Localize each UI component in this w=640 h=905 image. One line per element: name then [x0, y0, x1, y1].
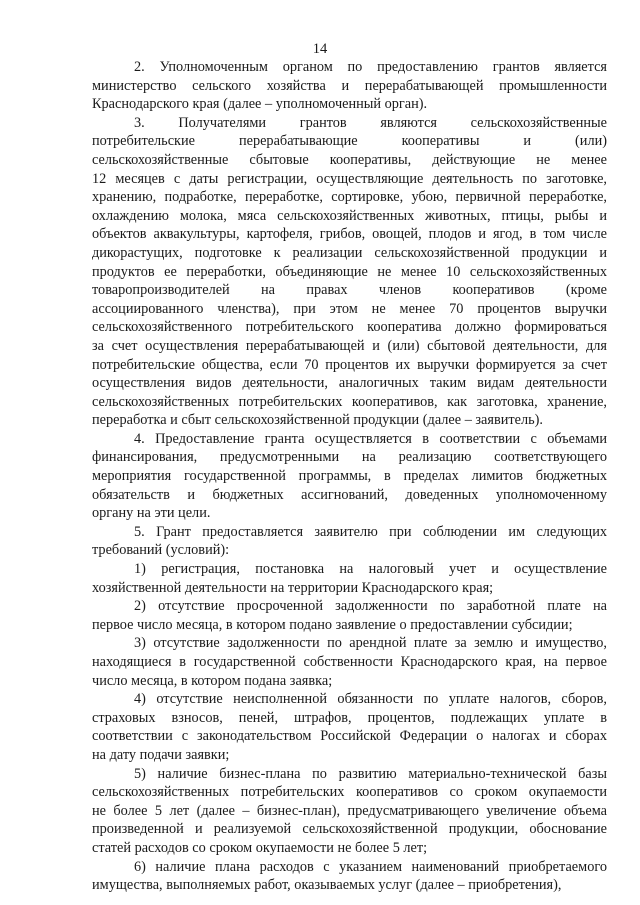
text-line: число месяца, в котором подана заявка;: [92, 672, 333, 689]
text-line: ассоциированного членства), при этом не менее 70 процентов выручки: [92, 300, 607, 317]
text-line: за счет осуществления перерабатывающей и (или) сбытовой деятельности, для: [92, 337, 607, 354]
text-line: произведенной и реализуемой сельскохозяйственной продукции, обоснование: [92, 821, 607, 838]
text-line: финансирования, предусмотренными на реализацию соответствующего: [92, 449, 607, 466]
text-line: охлаждению молока, мяса сельскохозяйственных животных, птицы, рыбы и: [92, 207, 607, 224]
text-line: потребительские перерабатывающие кооперативы и (или): [92, 133, 607, 150]
text-line: 4. Предоставление гранта осуществляется в соответствии с объемами: [134, 430, 607, 447]
text-line: 6) наличие плана расходов с указанием наименований приобретаемого: [134, 858, 607, 875]
text-line: статей расходов со сроком окупаемости не более 5 лет;: [92, 839, 428, 856]
text-line: на дату подачи заявки;: [92, 746, 230, 763]
text-line: хозяйственной деятельности на территории Краснодарского края;: [92, 579, 494, 596]
text-line: первое число месяца, в котором подано заявление о предоставлении субсидии;: [92, 616, 573, 633]
text-line: сельскохозяйственных потребительских кооперативов, как заготовка, хранение,: [92, 393, 607, 410]
text-line: 3. Получателями грантов являются сельскохозяйственные: [134, 114, 607, 131]
text-line: соответствии с законодательством Российской Федерации о налогах и сборах: [92, 728, 607, 745]
text-line: потребительские общества, если 70 процентов их выручки формируется за счет: [92, 356, 607, 373]
text-line: хранению, подработке, переработке, сортировке, убою, первичной переработке,: [92, 189, 607, 206]
text-line: сельскохозяйственных потребительских кооперативов со сроком окупаемости: [92, 784, 607, 801]
text-line: 5. Грант предоставляется заявителю при соблюдении им следующих: [134, 523, 607, 540]
paragraph-p3: [92, 114, 607, 430]
text-line: Краснодарского края (далее – уполномоченный орган).: [92, 96, 428, 113]
text-line: товаропроизводителей на правах членов кооперативов (кроме: [92, 282, 607, 299]
text-line: 12 месяцев с даты регистрации, осуществляющие деятельность по заготовке,: [92, 170, 607, 187]
paragraph-p5_4: [92, 690, 607, 764]
document-body: [92, 58, 607, 895]
paragraph-p5_5: [92, 765, 607, 858]
text-line: сельскохозяйственные сбытовые кооперативы, действующие не менее: [92, 151, 607, 168]
text-line: переработка и сбыт сельскохозяйственной продукции (далее – заявитель).: [92, 412, 543, 429]
paragraph-p5: [92, 523, 607, 560]
text-line: 1) регистрация, постановка на налоговый учет и осуществление: [134, 561, 607, 578]
paragraph-p5_3: [92, 634, 607, 690]
text-line: объектов аквакультуры, картофеля, грибов, овощей, плодов и ягод, в том числе: [92, 226, 607, 243]
paragraph-p5_6: [92, 858, 607, 895]
text-line: органу на эти цели.: [92, 505, 211, 522]
text-line: обязательств и бюджетных ассигнований, доведенных уполномоченному: [92, 486, 607, 503]
page-number: 14: [312, 41, 328, 57]
text-line: осуществления видов деятельности, аналогичных таким видам деятельности: [92, 375, 607, 392]
text-line: продуктов ее переработки, объединяющие не менее 10 сельскохозяйственных: [92, 263, 607, 280]
paragraph-p4: [92, 430, 607, 523]
text-line: 4) отсутствие неисполненной обязанности по уплате налогов, сборов,: [134, 691, 607, 708]
text-line: требований (условий):: [92, 542, 230, 559]
paragraph-p5_2: [92, 597, 607, 634]
paragraph-p2: [92, 58, 607, 114]
text-line: 2) отсутствие просроченной задолженности по заработной плате на: [134, 598, 607, 615]
text-line: не более 5 лет (далее – бизнес-план), предусматривающего увеличение объема: [92, 802, 607, 819]
text-line: имущества, выполняемых работ, оказываемых услуг (далее – приобретения),: [92, 877, 562, 894]
text-line: 5) наличие бизнес-плана по развитию материально-технической базы: [134, 765, 607, 782]
text-line: 2. Уполномоченным органом по предоставлению грантов является: [134, 59, 607, 75]
text-line: министерство сельского хозяйства и перерабатывающей промышленности: [92, 77, 607, 94]
text-line: 3) отсутствие задолженности по арендной плате за землю и имущество,: [134, 635, 607, 652]
text-line: мероприятия государственной программы, в пределах лимитов бюджетных: [92, 468, 607, 485]
paragraph-p5_1: [92, 560, 607, 597]
text-line: дикорастущих, подготовке к реализации сельскохозяйственной продукции и: [92, 244, 607, 261]
text-line: страховых взносов, пеней, штрафов, процентов, подлежащих уплате в: [92, 709, 607, 726]
text-line: сельскохозяйственного потребительского кооператива должно формироваться: [92, 319, 607, 336]
text-line: находящиеся в государственной собственности Краснодарского края, на первое: [92, 654, 607, 670]
